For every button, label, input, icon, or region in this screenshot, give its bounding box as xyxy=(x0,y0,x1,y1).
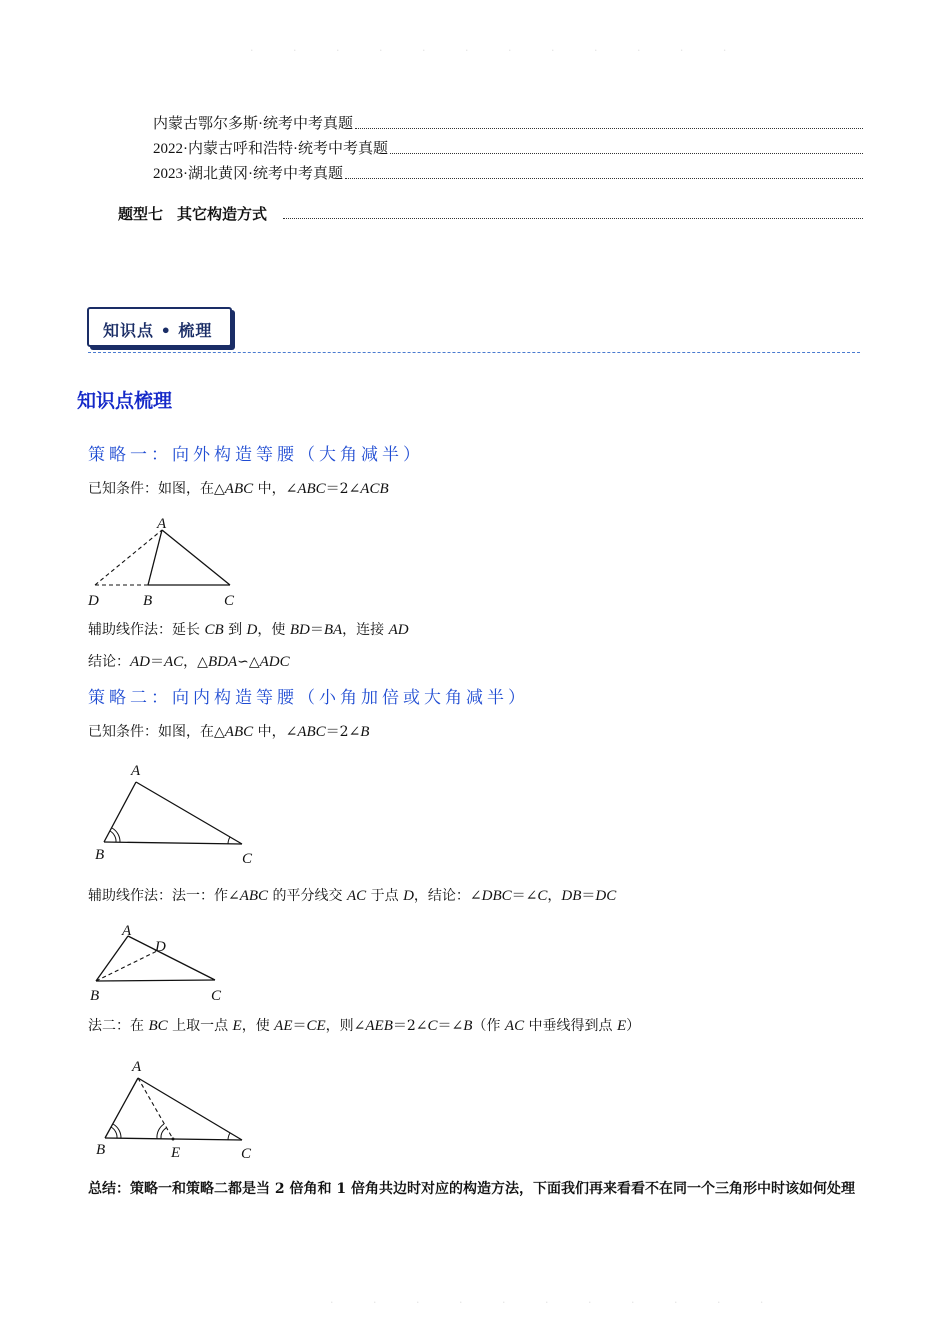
badge-label: 知识点 • 梳理 xyxy=(103,321,213,340)
dashed-divider xyxy=(88,352,860,353)
toc-main-item[interactable] xyxy=(118,205,863,223)
toc-leader xyxy=(345,178,863,179)
toc-item[interactable] xyxy=(153,115,863,133)
vertex-label-b: B xyxy=(95,847,105,863)
section-badge xyxy=(87,307,232,347)
strategy2-heading: 策略二：向内构造等腰（小角加倍或大角减半） xyxy=(88,688,529,708)
vertex-label-c: C xyxy=(241,1146,252,1162)
vertex-label-e: E xyxy=(171,1145,181,1161)
figure-strategy1 xyxy=(80,512,260,612)
toc-leader xyxy=(355,128,863,129)
toc-item-text: 内蒙古鄂尔多斯·统考中考真题 xyxy=(153,116,353,132)
vertex-label-b: B xyxy=(143,593,153,609)
strategy2-method2: 法二：在 BC 上取一点 E，使 AE＝CE，则∠AEB＝2∠C＝∠B（作 AC 中垂线得到点 E） xyxy=(88,1018,641,1034)
vertex-label-d: D xyxy=(88,593,99,609)
vertex-label-b: B xyxy=(90,988,100,1004)
vertex-label-a: A xyxy=(131,763,141,779)
vertex-label-c: C xyxy=(211,988,222,1004)
toc-item[interactable] xyxy=(153,165,863,183)
figure-strategy2-given xyxy=(88,760,268,870)
section-title: 知识点梳理 xyxy=(77,390,173,412)
footer-watermark: · · · · · · · · · · · xyxy=(330,1296,782,1309)
vertex-label-a: A xyxy=(132,1059,142,1075)
strategy1-conclusion: 结论：AD＝AC，△BDA∽△ADC xyxy=(88,654,290,670)
vertex-label-c: C xyxy=(242,851,253,867)
header-watermark: · · · · · · · · · · · · xyxy=(250,44,745,57)
vertex-label-a: A xyxy=(122,923,132,939)
vertex-label-d: D xyxy=(155,939,166,955)
toc-leader xyxy=(283,218,863,219)
vertex-label-b: B xyxy=(96,1142,106,1158)
toc-item[interactable] xyxy=(153,140,863,158)
toc-main-title: 其它构造方式 xyxy=(177,205,268,223)
toc-leader xyxy=(390,153,863,154)
strategy2-given: 已知条件：如图，在△ABC 中，∠ABC＝2∠B xyxy=(88,724,370,740)
figure-method1 xyxy=(85,920,245,1010)
strategy1-aux: 辅助线作法：延长 CB 到 D，使 BD＝BA，连接 AD xyxy=(88,622,409,638)
vertex-label-c: C xyxy=(224,593,235,609)
strategy1-given: 已知条件：如图，在△ABC 中，∠ABC＝2∠ACB xyxy=(88,481,389,497)
vertex-label-a: A xyxy=(157,516,167,532)
toc-item-text: 2022·内蒙古呼和浩特·统考中考真题 xyxy=(153,141,388,157)
strategy1-heading: 策略一：向外构造等腰（大角减半） xyxy=(88,445,424,465)
figure-method2 xyxy=(88,1055,268,1165)
toc-item-text: 2023·湖北黄冈·统考中考真题 xyxy=(153,166,343,182)
strategy2-method1: 辅助线作法：法一：作∠ABC 的平分线交 AC 于点 D，结论：∠DBC＝∠C，DB＝DC xyxy=(88,888,617,904)
summary-paragraph: 总结：策略一和策略二都是当 2 倍角和 1 倍角共边时对应的构造方法，下面我们再来看看不在同一个三角形中时该如何处理 xyxy=(88,1181,855,1197)
toc-main-label: 题型七 xyxy=(118,205,164,223)
